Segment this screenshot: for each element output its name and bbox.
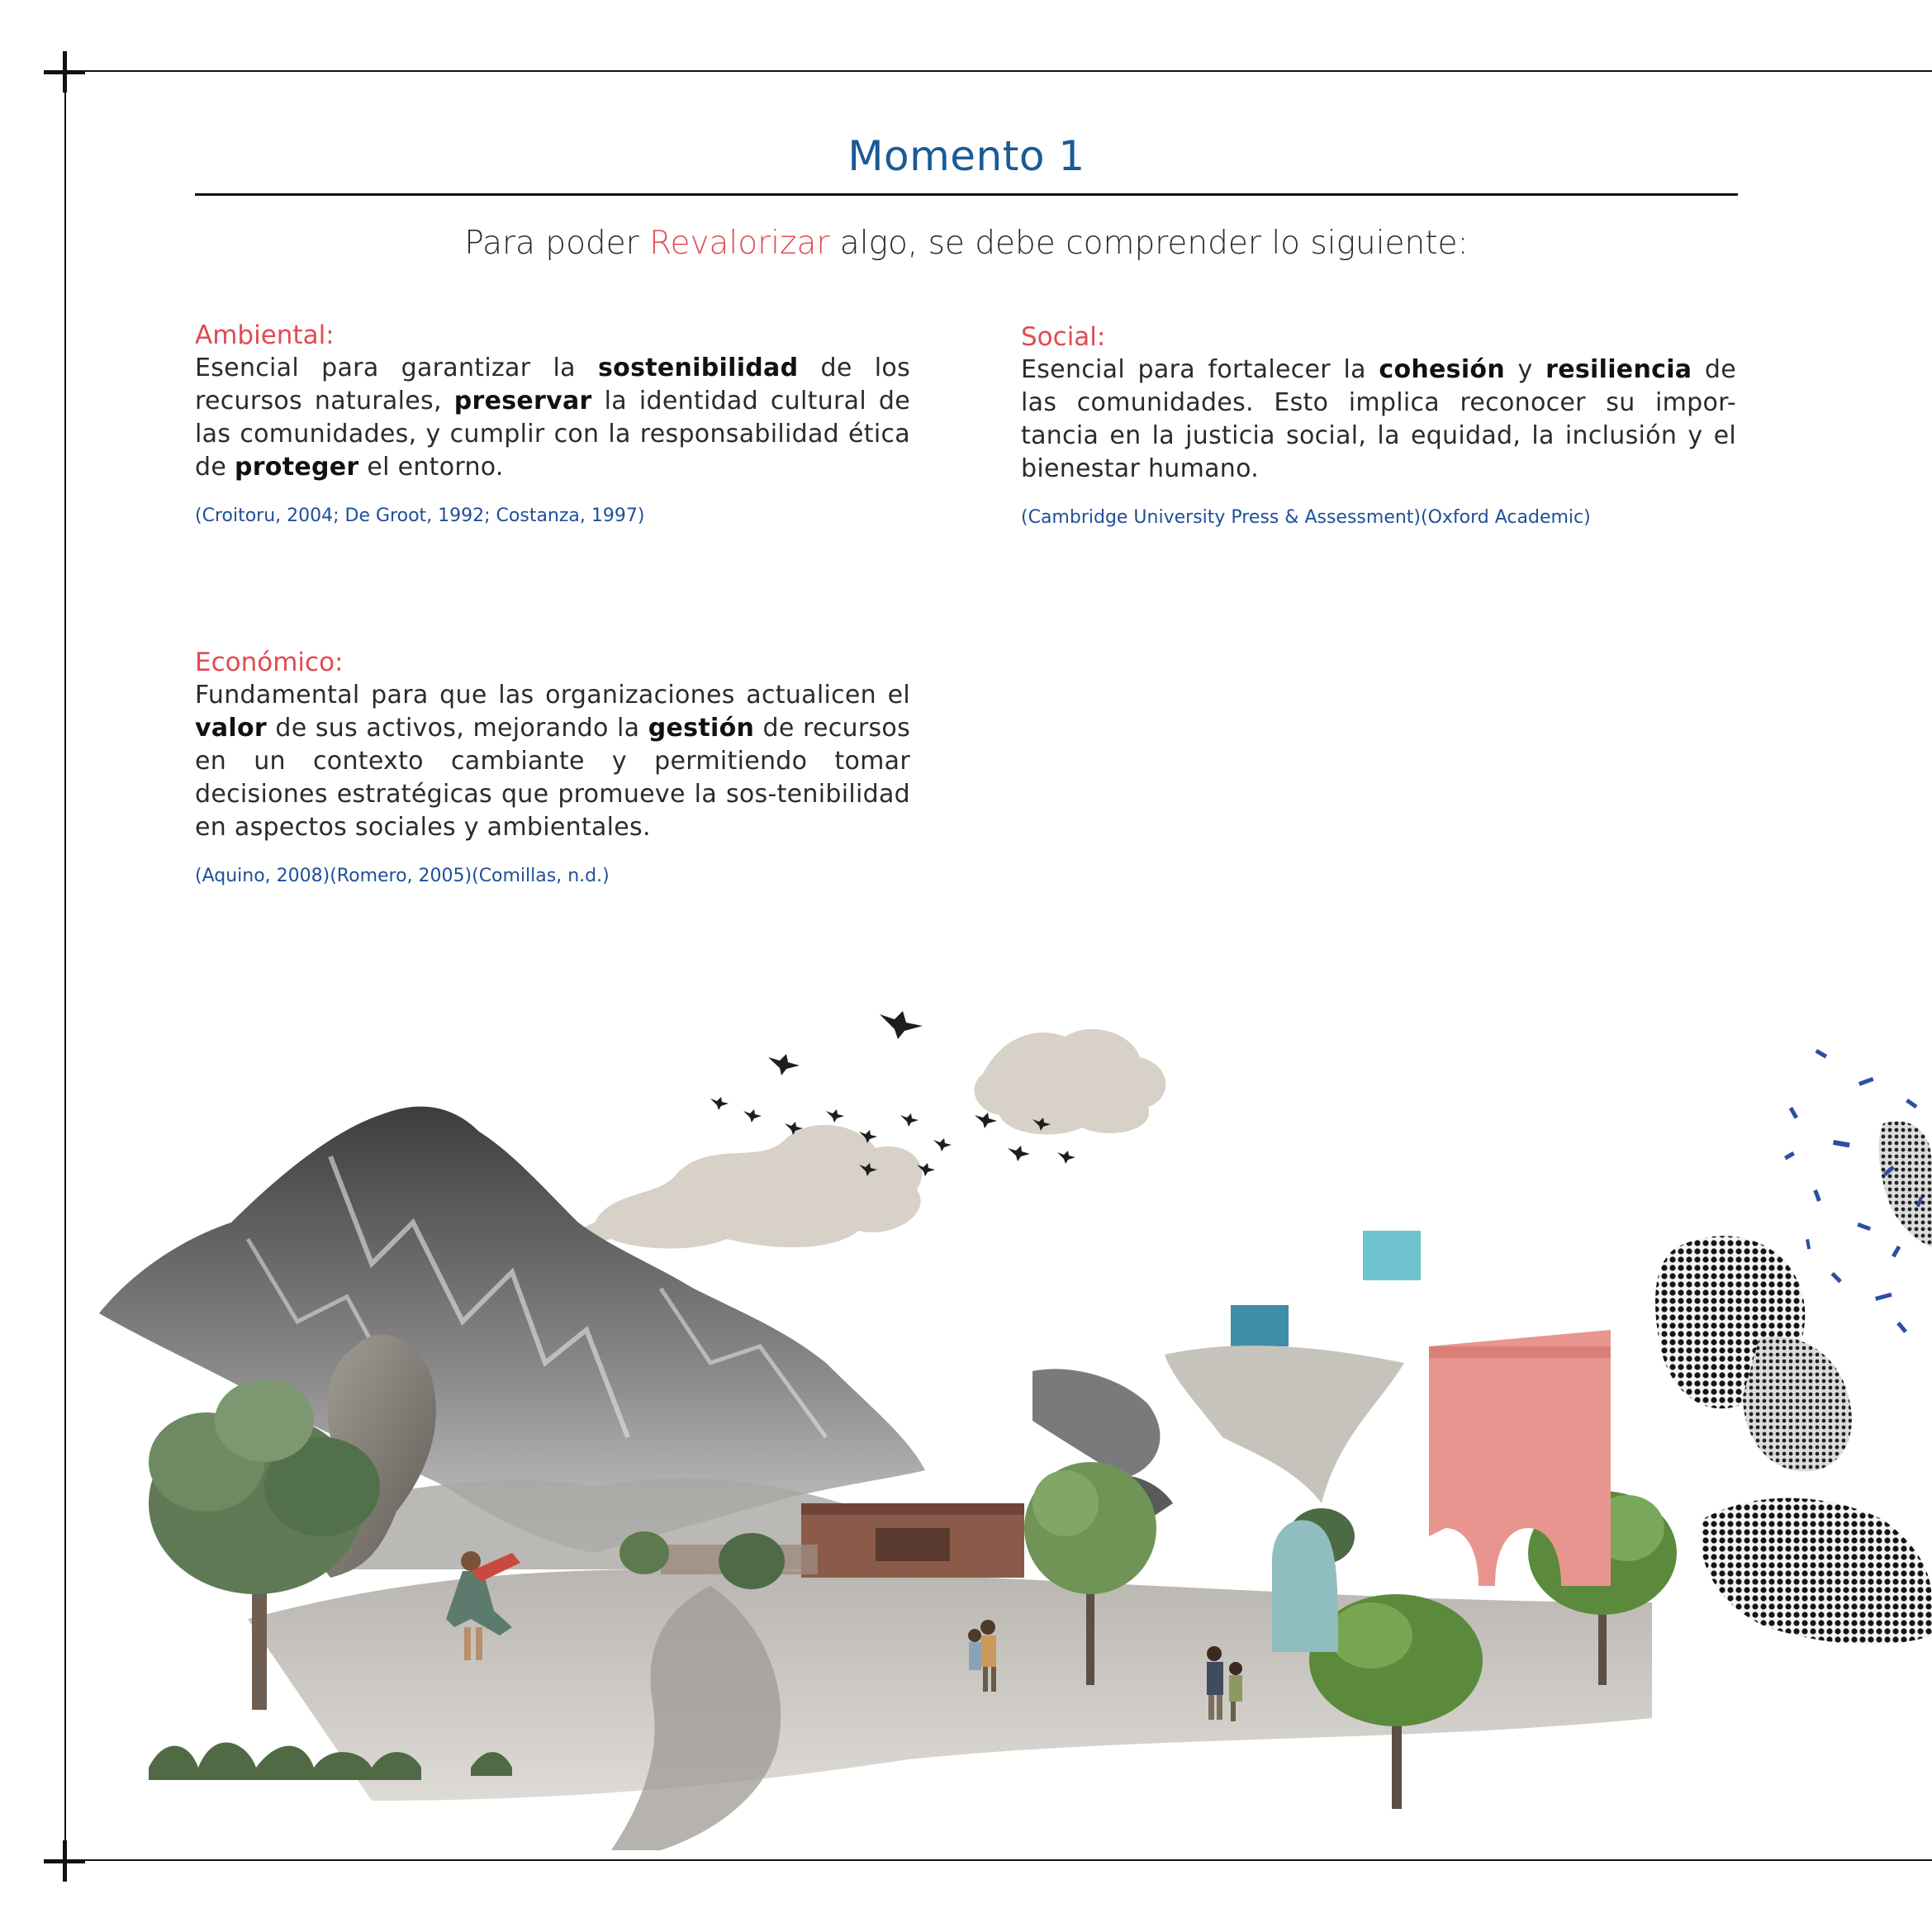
body-text-run: Fundamental para que las organizaciones actualicen el — [195, 681, 910, 710]
page-subtitle — [195, 225, 1738, 262]
section-heading: Social: — [1021, 322, 1106, 352]
body-text-run: Esencial para fortalecer la — [1021, 355, 1379, 384]
emphasized-term: preservar — [453, 387, 592, 415]
section-heading: Económico: — [195, 648, 344, 677]
section-heading: Ambiental: — [195, 320, 335, 350]
section-citation: (Aquino, 2008)(Romero, 2005)(Comillas, n.d.) — [195, 866, 610, 886]
clouds — [581, 1029, 1166, 1249]
body-text-run: de las comunidades. Esto implica reconocer su impor-tancia en la justicia social, la equidad, la inclusión y el bienestar humano. — [1021, 355, 1736, 483]
body-text-run: de recursos en un contexto cambiante y permitiendo tomar decisiones estratégicas que promueve la sos-tenibilidad en aspectos sociales y ambientales. — [195, 714, 910, 842]
emphasized-term: valor — [195, 714, 267, 743]
subtitle-highlight: Revalorizar — [649, 225, 830, 262]
body-text-run: el entorno. — [358, 453, 504, 482]
body-text-run: de sus activos, mejorando la — [267, 714, 648, 743]
frame-left-line — [64, 70, 66, 1861]
section-body — [1021, 354, 1736, 486]
body-text-run: la identidad cultural de las comunidades, y cumplir con la responsabilidad ética de — [195, 387, 910, 482]
section-citation: (Croitoru, 2004; De Groot, 1992; Costanza, 1997) — [195, 506, 645, 526]
emphasized-term: proteger — [234, 453, 359, 482]
page-title: Momento 1 — [847, 132, 1085, 180]
title-divider — [195, 193, 1738, 196]
crop-mark-top-left — [44, 51, 85, 93]
section-body — [195, 679, 910, 844]
body-text-run: de los recursos naturales, — [195, 354, 910, 415]
subtitle-prefix: Para poder — [464, 225, 650, 262]
emphasized-term: cohesión — [1379, 355, 1505, 384]
pink-arcade — [1429, 1330, 1611, 1586]
halftone-collage — [1655, 1121, 1932, 1644]
emphasized-term: resiliencia — [1545, 355, 1692, 384]
subtitle-suffix: algo, se debe comprender lo siguiente: — [829, 225, 1469, 262]
emphasized-term: sostenibilidad — [598, 354, 799, 382]
crop-mark-bottom-left — [44, 1840, 85, 1882]
section-citation: (Cambridge University Press & Assessment)(Oxford Academic) — [1021, 507, 1591, 528]
body-text-run: Esencial para garantizar la — [195, 354, 598, 382]
section-ambiental — [195, 319, 910, 526]
section-body — [195, 352, 910, 484]
section-social — [1021, 320, 1736, 528]
stone-sail — [1165, 1346, 1404, 1503]
frame-top-line — [64, 70, 1932, 72]
emphasized-term: gestión — [648, 714, 755, 743]
section-economico — [195, 646, 910, 886]
body-text-run: y — [1504, 355, 1546, 384]
landscape-collage-illustration — [83, 975, 1932, 1867]
